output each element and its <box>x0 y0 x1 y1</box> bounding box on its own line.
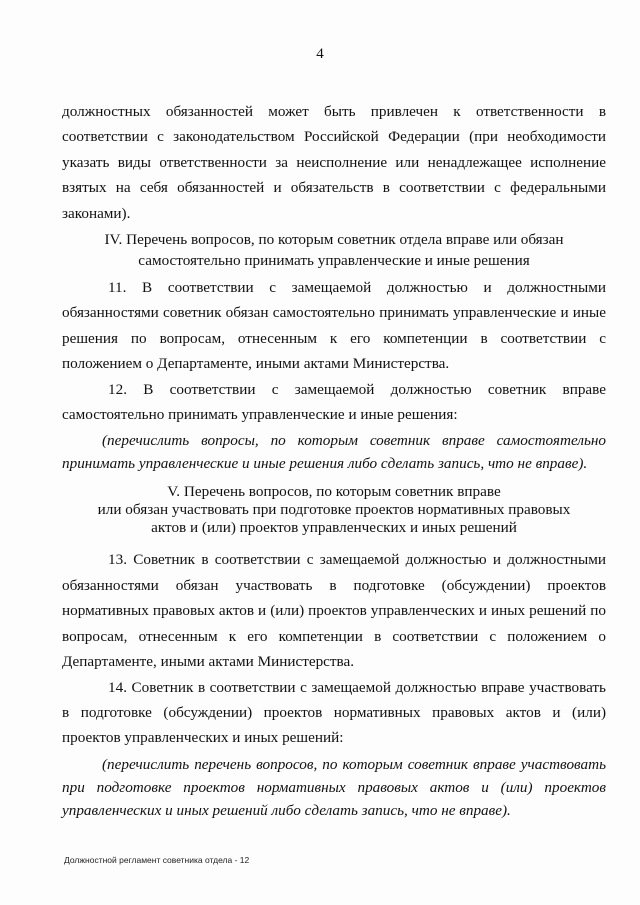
section-4-heading-line: IV. Перечень вопросов, по которым советник отдела вправе или обязан <box>104 231 564 249</box>
paragraph-11: 11. В соответствии с замещаемой должностью и должностными обязанностями советник обязан самостоятельно принимать управленческие и иные решения по вопросам, отнесенным к его компетенции в соответствии с положением о Департаменте, иными актами Министерства. <box>62 279 606 373</box>
paragraph-13: 13. Советник в соответствии с замещаемой должностью и должностными обязанностями обязан участвовать в подготовке (обсуждении) проектов нормативных правовых актов и (или) проектов управленческих и иных решений по вопросам, отнесенным к его компетенции в соответствии с положением о Департаменте, иными актами Министерства. <box>62 551 606 671</box>
page-footer: Должностной регламент советника отдела - 12 <box>64 855 250 865</box>
document-body <box>62 99 606 826</box>
paragraph-12: 12. В соответствии с замещаемой должностью советник вправе самостоятельно принимать управленческие и иные решения: <box>62 380 606 424</box>
paragraph-14: 14. Советник в соответствии с замещаемой должностью вправе участвовать в подготовке (обсуждении) проектов нормативных правовых актов и (или) проектов управленческих и иных решений: <box>62 678 606 747</box>
section-4-heading-line: самостоятельно принимать управленческие и иные решения <box>138 252 530 270</box>
section-5-heading-line: V. Перечень вопросов, по которым советник вправе <box>167 483 501 501</box>
paragraph-12-instruction: (перечислить вопросы, по которым советник вправе самостоятельно принимать управленческие и иные решения либо сделать запись, что не вправе). <box>62 432 606 473</box>
page-number: 4 <box>316 46 324 62</box>
section-5-heading-line: актов и (или) проектов управленческих и иных решений <box>151 519 517 537</box>
paragraph-14-instruction: (перечислить перечень вопросов, по которым советник вправе участвовать при подготовке проектов нормативных правовых актов и (или) проектов управленческих и иных решений либо сделать запись, что не вправе). <box>62 755 606 819</box>
paragraph-continuation: должностных обязанностей может быть привлечен к ответственности в соответствии с законодательством Российской Федерации (при необходимости указать виды ответственности за неисполнение или ненадлежащее исполнение взятых на себя обязанностей и обязательств в соответствии с федеральными законами). <box>62 103 606 222</box>
section-5-heading-line: или обязан участвовать при подготовке проектов нормативных правовых <box>97 501 571 519</box>
section-4-heading <box>62 229 606 271</box>
section-5-heading <box>62 483 606 537</box>
